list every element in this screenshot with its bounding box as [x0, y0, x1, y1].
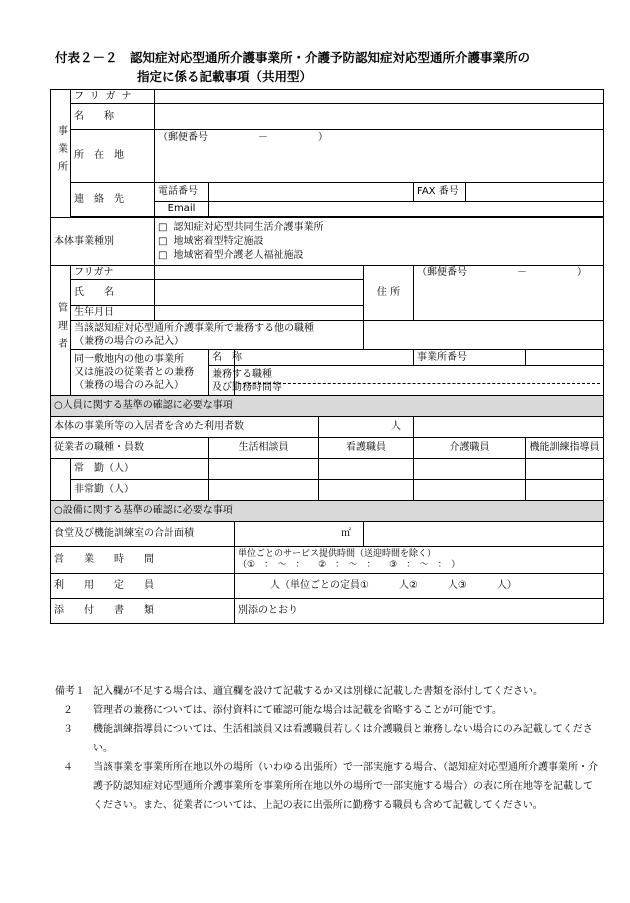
area-blank: [364, 522, 604, 547]
office-name-field[interactable]: [155, 104, 604, 130]
checkbox-icon[interactable]: □: [158, 249, 168, 261]
staff-column-nurse: 看護職員: [319, 438, 414, 459]
fulltime-trainer-field[interactable]: [526, 459, 604, 480]
checkbox-icon[interactable]: □: [158, 221, 168, 233]
hours-field[interactable]: 単位ごとのサービス提供時間（送迎時間を除く） （① ： ～ ： ② ： ～ ： ③ ： ～ ： ）: [235, 547, 604, 574]
manager-name-field[interactable]: [155, 280, 364, 306]
manager-postal-text: （郵便番号 － ）: [417, 267, 587, 278]
manager-address-field[interactable]: [414, 266, 604, 321]
manager-office-number-label: 事業所番号: [414, 350, 526, 366]
note-item: ３ 機能訓練指導員については、生活相談員又は看護職員若しくは介護職員と兼務しない場合にのみ記載してください。: [63, 724, 593, 754]
manager-duty-label: 兼務する職種 及び勤務時間等: [209, 366, 235, 396]
office-fax-field[interactable]: [466, 183, 604, 202]
note-item: 備考１ 記入欄が不足する場合は、適宜欄を設けて記載するか又は別様に記載した書類を添付してください。: [55, 686, 543, 697]
office-postal-text: （郵便番号 － ）: [158, 132, 328, 143]
note-item: ４ 当該事業を事業所所在地以外の場所（いわゆる出張所）で一部実施する場合、（認知症対応型通所介護事業所・介護予防認知症対応型通所介護事業所を事業所所在地以外の場所で一部実施する場合）の表に所在地等を記載してください。また、従業者については、上記の表に出張所に勤務する職員も含めて記載してください。: [63, 762, 598, 811]
parttime-trainer-field[interactable]: [526, 480, 604, 501]
office-phone-label: 電話番号: [155, 183, 209, 202]
office-address-label: 所 在 地: [71, 130, 155, 183]
manager-other-name-field[interactable]: [235, 350, 414, 366]
manager-dual-role-field[interactable]: [364, 321, 604, 350]
staff-section-header: ○人員に関する基準の確認に必要な事項: [51, 396, 604, 417]
office-furigana-field[interactable]: [155, 90, 604, 104]
fulltime-counselor-field[interactable]: [209, 459, 319, 480]
users-count-blank: [414, 417, 604, 438]
staff-column-counselor: 生活相談員: [209, 438, 319, 459]
capacity-label: 利 用 定 員: [51, 574, 235, 599]
fulltime-caregiver-field[interactable]: [414, 459, 526, 480]
office-section-label: 事業所: [51, 90, 71, 218]
office-email-field[interactable]: [209, 202, 604, 217]
application-form-table: [50, 89, 604, 624]
checkbox-icon[interactable]: □: [158, 235, 168, 247]
main-type-option-2[interactable]: □ 地域密着型特定施設: [158, 235, 264, 247]
manager-section-label: 管理者: [51, 266, 71, 396]
main-type-options: [155, 218, 604, 266]
manager-furigana-field[interactable]: [155, 266, 364, 280]
office-phone-field[interactable]: [209, 183, 414, 202]
form-title-line2: 指定に係る記載事項（共用型）: [137, 69, 313, 84]
fulltime-nurse-field[interactable]: [319, 459, 414, 480]
users-count-field[interactable]: 人: [319, 417, 414, 438]
manager-duty-field[interactable]: [235, 366, 604, 396]
office-fax-label: FAX 番号: [414, 183, 466, 202]
staff-count-label: 従業者の職種・員数: [51, 438, 209, 459]
dashed-divider: [238, 383, 600, 384]
parttime-label: 非常勤（人）: [71, 480, 209, 501]
parttime-caregiver-field[interactable]: [414, 480, 526, 501]
users-count-label: 本体の事業所等の入居者を含めた利用者数: [51, 417, 319, 438]
office-address-field[interactable]: [155, 130, 604, 183]
manager-birth-label: 生年月日: [71, 306, 155, 321]
attachment-label: 添 付 書 類: [51, 599, 235, 624]
office-email-label: Email: [155, 202, 209, 217]
manager-dual-role-label: 当該認知症対応型通所介護事業所で兼務する他の職種 （兼務の場合のみ記入）: [71, 321, 364, 350]
main-type-option-1[interactable]: □ 認知症対応型共同生活介護事業所: [158, 221, 324, 233]
capacity-field[interactable]: 人（単位ごとの定員① 人② 人③ 人）: [235, 574, 604, 599]
attachment-field[interactable]: 別添のとおり: [235, 599, 604, 624]
office-name-label: 名 称: [71, 104, 155, 130]
manager-name-label: 氏 名: [71, 280, 155, 306]
manager-other-office-label: 同一敷地内の他の事業所 又は施設の従業者との兼務 （兼務の場合のみ記入）: [71, 350, 209, 396]
parttime-nurse-field[interactable]: [319, 480, 414, 501]
main-type-label: 本体事業種別: [51, 218, 155, 266]
manager-address-label: 住 所: [364, 266, 414, 321]
manager-office-number-field[interactable]: [526, 350, 604, 366]
area-field[interactable]: ㎡: [235, 522, 364, 547]
parttime-counselor-field[interactable]: [209, 480, 319, 501]
area-label: 食堂及び機能訓練室の合計面積: [51, 522, 235, 547]
note-item: ２ 管理者の兼務については、添付資料にて確認可能な場合は記載を省略することが可能です。: [63, 705, 502, 716]
form-title-line1: 付表２－２ 認知症対応型通所介護事業所・介護予防認知症対応型通所介護事業所の: [55, 50, 531, 65]
manager-other-name-label: 名 称: [209, 350, 235, 366]
manager-furigana-label: フリガナ: [71, 266, 155, 280]
office-contact-label: 連 絡 先: [71, 183, 155, 217]
notes-section: [55, 682, 600, 815]
staff-column-caregiver: 介護職員: [414, 438, 526, 459]
fulltime-label: 常 勤（人）: [71, 459, 209, 480]
facility-section-header: ○設備に関する基準の確認に必要な事項: [51, 501, 604, 522]
staff-column-trainer: 機能訓練指導員: [526, 438, 604, 459]
office-furigana-label: フリガナ: [71, 90, 155, 104]
hours-label: 営 業 時 間: [51, 547, 235, 574]
main-type-option-3[interactable]: □ 地域密着型介護老人福祉施設: [158, 249, 304, 261]
manager-birth-field[interactable]: [155, 306, 364, 321]
